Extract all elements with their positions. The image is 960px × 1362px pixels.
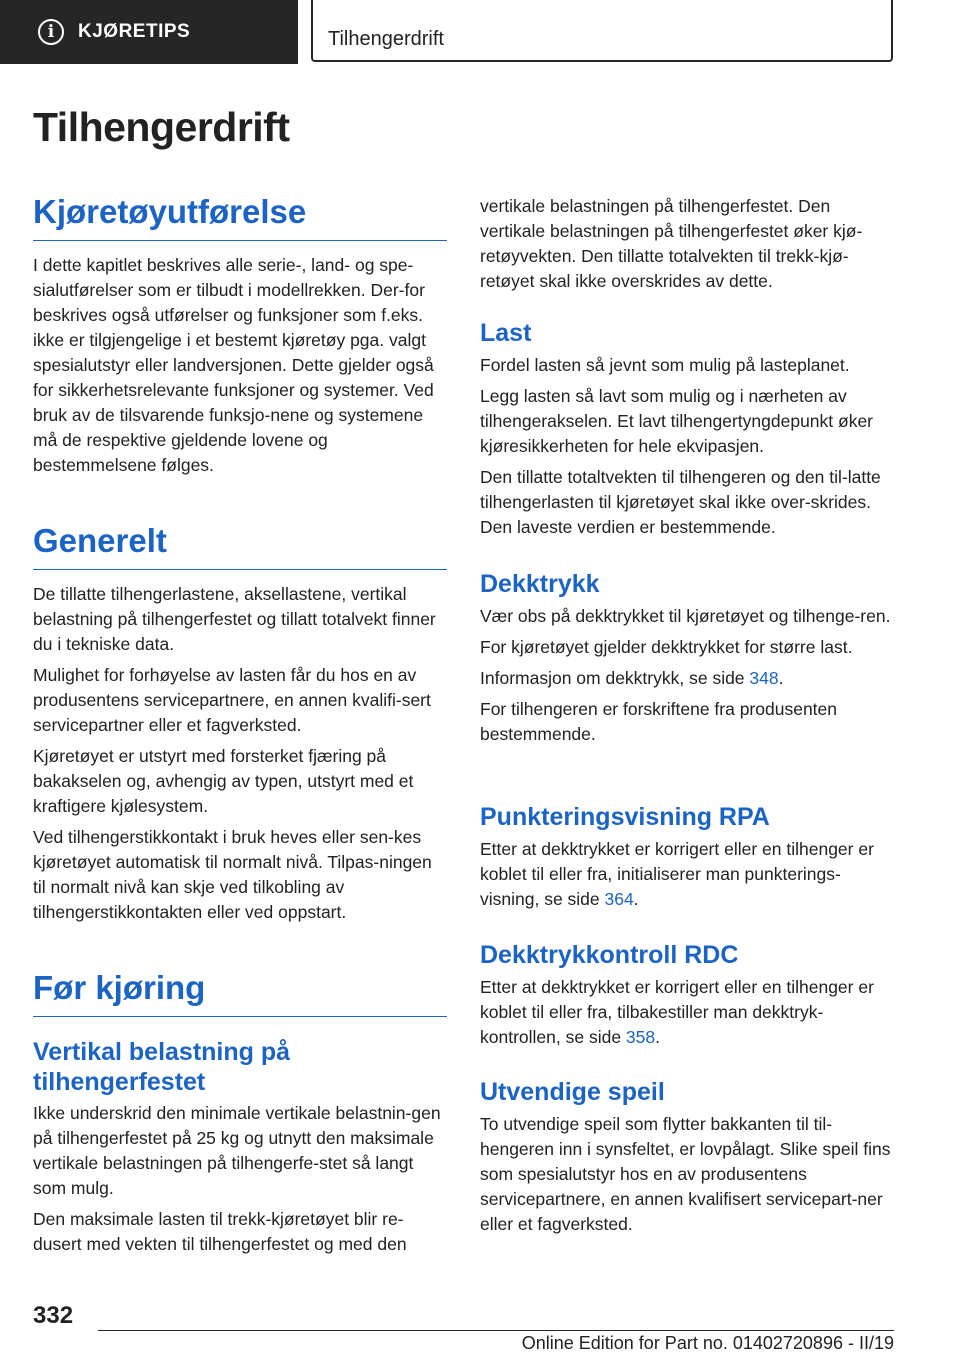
footer-divider: [98, 1330, 894, 1331]
continued-text: [480, 194, 894, 294]
paragraph: De tillatte tilhengerlastene, aksellastene, vertikal belastning på tilhengerfestet og tillatt totalvekt finner du i tekniske data.: [33, 584, 436, 654]
text: Etter at dekktrykket er korrigert eller en tilhenger er koblet til eller fra, initialiserer man punkterings-visning, se side: [480, 839, 874, 909]
page-number: 332: [33, 1302, 74, 1329]
paragraph: [480, 666, 894, 691]
paragraph: [480, 837, 894, 912]
text: Informasjon om dekktrykk, se side: [480, 668, 750, 688]
section-generelt: [33, 521, 447, 925]
paragraph: Vær obs på dekktrykket til kjøretøyet og tilhenge-ren.: [480, 606, 891, 626]
paragraph: Ved tilhengerstikkontakt i bruk heves eller sen-kes kjøretøyet automatisk til normalt nivå. Tilpas-ningen til normalt nivå kan skje ved tilkobling av tilhengerstikkontakten eller ved oppstart.: [33, 827, 432, 922]
info-icon: i: [38, 19, 64, 45]
subsection-heading: Utvendige speil: [480, 1078, 665, 1106]
page-link[interactable]: 358: [625, 1027, 656, 1047]
page-link[interactable]: 348: [749, 668, 779, 688]
subsection-rdc: [480, 940, 894, 1050]
page-title: Tilhengerdrift: [33, 104, 290, 150]
page-link[interactable]: 364: [604, 889, 634, 909]
paragraph: Ikke underskrid den minimale vertikale belastnin-gen på tilhengerfestet på 25 kg og utnytt den maksimale vertikale belastningen på tilhengerfe-stet så langt som mulg.: [33, 1103, 441, 1198]
subsection-utvendige-speil: [480, 1077, 894, 1237]
paragraph: [480, 975, 894, 1050]
paragraph: Den maksimale lasten til trekk-kjøretøyet blir re-dusert med vekten til tilhengerfestet og med den: [33, 1209, 407, 1254]
edition-text: Online Edition for Part no. 01402720896 - II/19: [521, 1333, 894, 1353]
text: .: [778, 668, 784, 688]
paragraph: Den tillatte totaltvekten til tilhengeren og den til-latte tilhengerlasten til kjøretøyet skal ikke over-skrides. Den laveste verdien er bestemmende.: [480, 467, 881, 537]
paragraph: Kjøretøyet er utstyrt med forsterket fjæring på bakakselen og, avhengig av typen, utstyrt med et kraftigere kjølesystem.: [33, 746, 414, 816]
paragraph: For tilhengeren er forskriftene fra produsenten bestemmende.: [480, 699, 837, 744]
subsection-rpa: [480, 802, 894, 912]
subsection-heading: Last: [480, 319, 532, 347]
section-heading: Generelt: [33, 521, 447, 570]
section-heading: Kjøretøyutførelse: [33, 192, 447, 241]
section-tab: [0, 0, 298, 64]
paragraph: Mulighet for forhøyelse av lasten får du hos en av produsentens servicepartnere, en annen kvalifi-sert servicepartner eller et fagverksted.: [33, 665, 431, 735]
subsection-last: [480, 318, 894, 540]
paragraph: Fordel lasten så jevnt som mulig på lasteplanet.: [480, 355, 850, 375]
text: .: [655, 1027, 660, 1047]
section-heading: Før kjøring: [33, 968, 447, 1017]
paragraph: vertikale belastningen på tilhengerfestet. Den vertikale belastningen på tilhengerfestet øker kjø-retøyvekten. Den tillatte totalvekten til trekk-kjø-retøyet skal ikke overskrides av dette.: [480, 196, 863, 291]
paragraph: For kjøretøyet gjelder dekktrykket for større last.: [480, 637, 853, 657]
section-for-kjoring: [33, 968, 447, 1257]
subsection-heading: Punkteringsvisning RPA: [480, 803, 770, 831]
subsection-heading: Dekktrykk: [480, 570, 600, 598]
paragraph: To utvendige speil som flytter bakkanten til til-hengeren inn i synsfeltet, er lovpålagt. Slike speil fins som spesialutstyr hos en av produsentens servicepartnere, en annen kvalifisert servicepart-ner eller et fagverksted.: [480, 1114, 891, 1234]
section-label: KJØRETIPS: [78, 21, 191, 42]
chapter-tab: [311, 0, 893, 62]
subsection-dekktrykk: [480, 569, 894, 747]
subsection-heading: Dekktrykkontroll RDC: [480, 941, 739, 969]
chapter-title: Tilhengerdrift: [328, 28, 444, 50]
paragraph: Legg lasten så lavt som mulig og i nærheten av tilhengerakselen. Et lavt tilhengertyngdepunkt øker kjøresikkerheten for hele ekvipasjen.: [480, 386, 874, 456]
text: .: [633, 889, 639, 909]
section-kjoretoyutforelse: [33, 192, 447, 478]
text: Etter at dekktrykket er korrigert eller en tilhenger er koblet til eller fra, tilbakestiller man dekktryk-kontrollen, se side: [480, 977, 874, 1047]
subsection-heading: Vertikal belastning på tilhengerfestet: [33, 1038, 291, 1096]
paragraph: I dette kapitlet beskrives alle serie-, land- og spe-sialutførelser som er tilbudt i modellrekken. Der-for beskrives også utførelser og funksjoner som f.eks. ikke er tilgjengelige i et bestemt kjøretøy pga. valgt spesialutstyr eller landversjonen. Dette gjelder også for sikkerhetsrelevante funksjoner og systemer. Ved bruk av de tilsvarende funksjo-nene og systemene må de respektive gjeldende lovene og bestemmelsene følges.: [33, 255, 434, 475]
